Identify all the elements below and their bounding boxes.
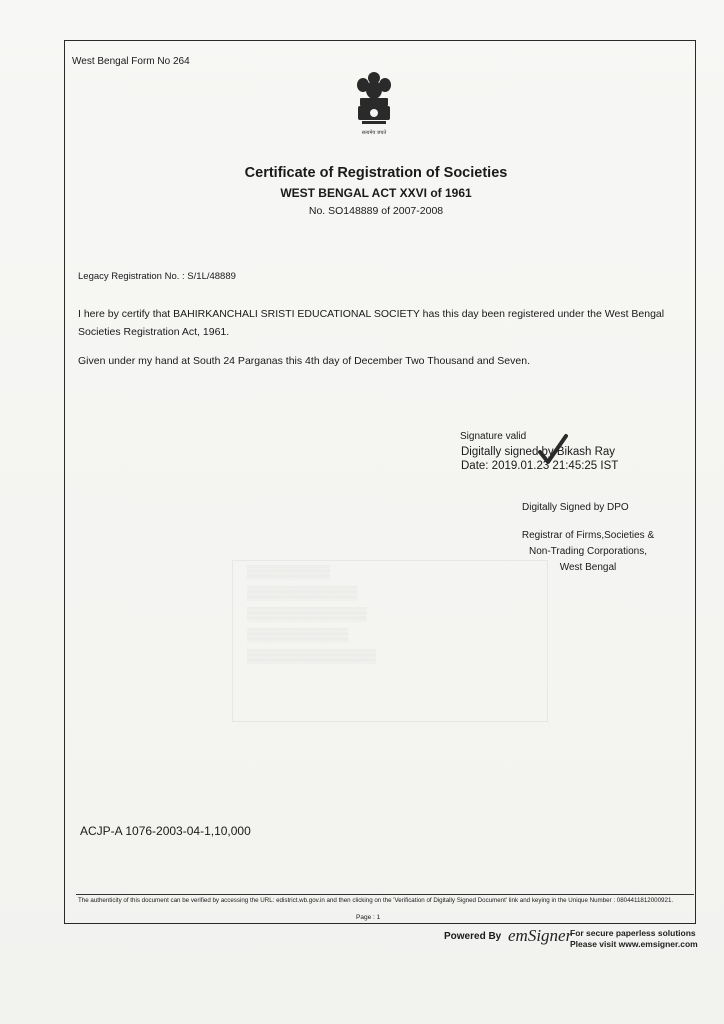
certificate-title: Certificate of Registration of Societies xyxy=(244,165,508,181)
act-title: WEST BENGAL ACT XXVI of 1961 xyxy=(280,186,472,200)
registrar-line-3: West Bengal xyxy=(559,562,617,573)
footer-divider xyxy=(76,894,694,895)
branding-tagline xyxy=(570,928,698,950)
reference-code: ACJP-A 1076-2003-04-1,10,000 xyxy=(80,824,251,838)
powered-by-label: Powered By xyxy=(444,931,502,942)
registrar-line-2: Non-Trading Corporations, xyxy=(528,546,648,557)
tagline: For secure paperless solutions xyxy=(570,928,696,938)
registrar-line-1: Registrar of Firms,Societies & xyxy=(521,530,655,541)
ashoka-emblem-icon xyxy=(348,68,400,144)
svg-text:सत्यमेव जयते: सत्यमेव जयते xyxy=(361,130,387,136)
signature-date: Date: 2019.01.23 21:45:25 IST xyxy=(461,460,619,472)
bleed-through-stamp: ▒▒▒▒▒▒▒▒▒ ▒▒▒▒▒▒▒▒▒▒▒▒ ▒▒▒▒▒▒▒▒▒▒▒▒▒ ▒▒▒▒▒▒▒▒▒▒▒ ▒▒▒▒▒▒▒▒▒▒▒▒▒▒ xyxy=(232,560,548,722)
certificate-number: No. SO148889 of 2007-2008 xyxy=(308,205,444,217)
page-number: Page : 1 xyxy=(356,914,381,921)
given-statement: Given under my hand at South 24 Parganas this 4th day of December Two Thousand and Seven. xyxy=(78,355,530,367)
authenticity-note: The authenticity of this document can be verified by accessing the URL: edistrict.wb.gov.in and then clicking on the 'Verification of Digitally Signed Document' link and keying in the Unique Number : 0804411812000921. xyxy=(78,897,674,904)
form-number: West Bengal Form No 264 xyxy=(72,56,190,67)
signature-status: Signature valid xyxy=(460,431,527,442)
checkmark-icon xyxy=(536,432,570,466)
signed-by: Digitally signed by Bikash Ray xyxy=(461,446,616,458)
legacy-registration: Legacy Registration No. : S/1L/48889 xyxy=(78,271,236,282)
signed-by-dpo: Digitally Signed by DPO xyxy=(522,502,629,513)
visit-link: Please visit www.emsigner.com xyxy=(570,939,698,949)
emsigner-logo: emSigner xyxy=(508,926,573,945)
certify-statement: I here by certify that BAHIRKANCHALI SRISTI EDUCATIONAL SOCIETY has this day been registered under the West Bengal Societies Registration Act, 1961. xyxy=(78,308,665,338)
